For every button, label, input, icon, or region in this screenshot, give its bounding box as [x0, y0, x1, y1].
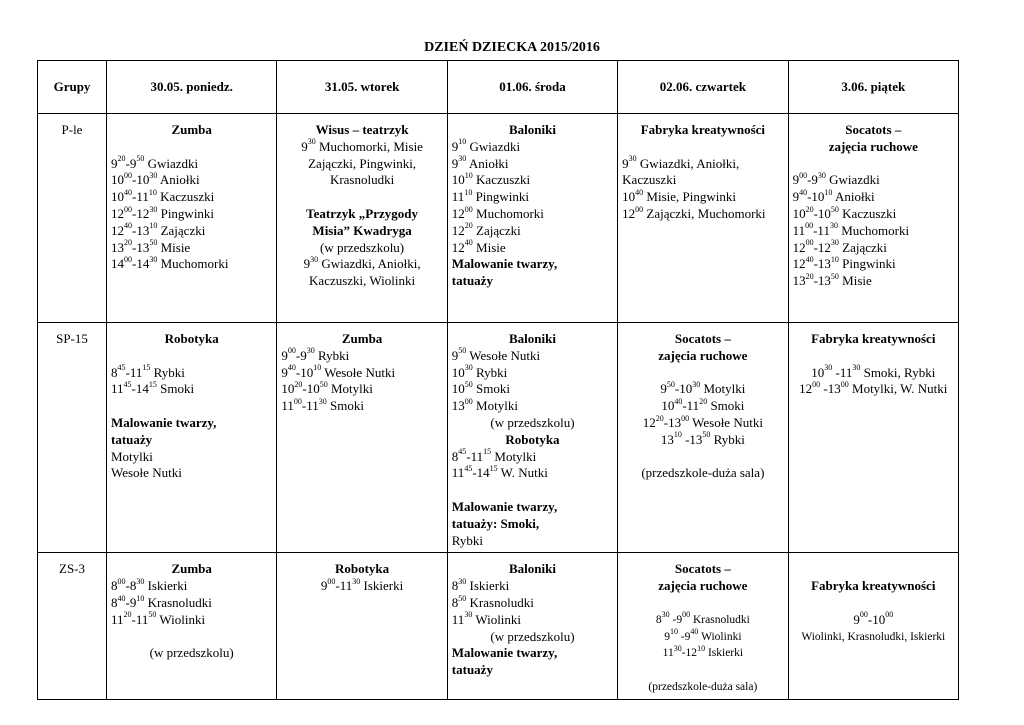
- header-day-4: 02.06. czwartek: [618, 61, 788, 114]
- cell-line: $10^{50}$ Smoki: [451, 380, 510, 397]
- cell-line: Kaczuszki: [622, 172, 677, 188]
- cell-line: [622, 662, 783, 679]
- cell-line: [622, 365, 783, 382]
- cell-line: Baloniki: [508, 561, 556, 577]
- cell-line: tatuaży: [111, 431, 153, 447]
- cell-line: (w przedszkolu): [149, 645, 234, 661]
- schedule-cell: [107, 114, 277, 323]
- cell-line: Motylki: [111, 448, 153, 464]
- cell-line: $10^{40}$ Misie, Pingwinki: [622, 187, 736, 205]
- cell-line: $10^{40}-11^{20}$ Smoki: [661, 396, 745, 414]
- cell-line: Zajączki, Pingwinki,: [308, 155, 417, 171]
- cell-line: Zumba: [171, 561, 212, 577]
- cell-line: $12^{00}-12^{30}$ Zajączki: [792, 238, 887, 255]
- cell-line: $8^{30}$ $-9^{00}$ Krasnoludki: [655, 609, 750, 626]
- cell-line: Malowanie twarzy,: [451, 645, 558, 661]
- cell-line: Misia” Kwadryga: [312, 222, 412, 238]
- group-name: P-le: [38, 114, 107, 323]
- cell-line: $10^{30}$ $-11^{30}$ Smoki, Rybki: [811, 363, 936, 380]
- cell-line: [793, 595, 954, 612]
- cell-line: $9^{30}$ Gwiazdki, Aniołki,: [622, 154, 740, 171]
- cell-line: Teatrzyk „Przygody: [306, 205, 418, 221]
- cell-line: $9^{10}$ $-9^{40}$ Wiolinki: [664, 626, 742, 643]
- cell-line: $13^{00}$ Motylki: [451, 396, 518, 414]
- header-groups: Grupy: [38, 61, 107, 114]
- document-title: DZIEŃ DZIECKA 2015/2016: [424, 40, 600, 55]
- cell-line: $8^{45}-11^{15}$ Motylki: [451, 447, 537, 464]
- cell-line: Malowanie twarzy,: [451, 498, 558, 514]
- cell-line: $11^{30}-12^{10}$ Iskierki: [662, 643, 744, 660]
- header-day-5: 3.06. piątek: [788, 61, 958, 114]
- cell-line: Rybki: [451, 532, 484, 548]
- cell-line: $12^{40}-13^{10}$ Zajączki: [111, 221, 206, 238]
- cell-line: $9^{50}-10^{30}$ Motylki: [660, 380, 746, 397]
- cell-line: Fabryka kreatywności: [811, 578, 936, 594]
- cell-line: Robotyka: [164, 331, 219, 346]
- cell-line: $9^{40}-10^{10}$ Wesołe Nutki: [281, 363, 396, 380]
- schedule-cell: [788, 323, 958, 553]
- cell-line: $9^{00}-9^{30}$ Gwiazdki: [792, 171, 880, 188]
- cell-line: (w przedszkolu): [320, 239, 405, 255]
- cell-line: Socatots –: [845, 122, 902, 137]
- schedule-cell: [277, 323, 447, 553]
- cell-line: $8^{50}$ Krasnoludki: [451, 593, 534, 610]
- cell-line: $9^{00}-9^{30}$ Rybki: [281, 346, 350, 363]
- schedule-cell: [788, 553, 958, 699]
- cell-line: $13^{20}-13^{50}$ Misie: [111, 238, 191, 255]
- cell-line: $12^{20}$ Zajączki: [451, 221, 521, 238]
- cell-line: $12^{00}$ $-13^{00}$ Motylki, W. Nutki: [799, 380, 948, 397]
- header-day-2: 31.05. wtorek: [277, 61, 447, 114]
- cell-line: [793, 561, 954, 578]
- cell-line: $9^{40}-10^{10}$ Aniołki: [792, 187, 875, 205]
- cell-line: [111, 348, 272, 365]
- cell-line: Socatots –: [674, 561, 731, 577]
- schedule-cell: [277, 114, 447, 323]
- cell-line: Zumba: [341, 331, 383, 346]
- cell-line: $8^{40}-9^{10}$ Krasnoludki: [111, 593, 212, 610]
- cell-line: $9^{10}$ Gwiazdki: [451, 137, 521, 154]
- cell-line: $11^{00}-11^{30}$ Muchomorki: [792, 221, 910, 238]
- schedule-cell: [107, 323, 277, 553]
- cell-line: $12^{20}-13^{00}$ Wesołe Nutki: [642, 413, 763, 430]
- cell-line: Socatots –: [674, 331, 731, 346]
- cell-line: $9^{00}-11^{30}$ Iskierki: [320, 576, 404, 594]
- cell-line: $8^{45}-11^{15}$ Rybki: [111, 363, 185, 380]
- cell-line: (przedszkole-duża sala): [648, 680, 758, 693]
- cell-line: Baloniki: [508, 122, 556, 137]
- cell-line: zajęcia ruchowe: [658, 347, 748, 363]
- cell-line: $11^{10}$ Pingwinki: [451, 187, 530, 205]
- cell-line: Malowanie twarzy,: [451, 256, 558, 272]
- group-name: SP-15: [38, 323, 107, 553]
- schedule-cell: [618, 114, 788, 323]
- cell-line: $9^{00}-10^{00}$: [853, 610, 894, 627]
- cell-line: Krasnoludki: [329, 172, 395, 188]
- cell-line: $11^{20}-11^{50}$ Wiolinki: [111, 610, 206, 627]
- cell-line: zajęcia ruchowe: [828, 138, 918, 154]
- cell-line: (w przedszkolu): [490, 414, 575, 430]
- cell-line: [622, 449, 783, 466]
- cell-line: (w przedszkolu): [490, 628, 575, 644]
- cell-line: $8^{00}-8^{30}$ Iskierki: [111, 576, 188, 594]
- cell-line: tatuaży: [451, 662, 493, 678]
- schedule-table: [37, 60, 959, 700]
- cell-line: Fabryka kreatywności: [640, 122, 766, 137]
- cell-line: $10^{10}$ Kaczuszki: [451, 171, 531, 188]
- cell-line: $11^{00}-11^{30}$ Smoki: [281, 396, 364, 414]
- cell-line: Malowanie twarzy,: [111, 414, 217, 430]
- schedule-cell: [447, 114, 617, 323]
- header-day-3: 01.06. środa: [447, 61, 617, 114]
- group-name: ZS-3: [38, 553, 107, 699]
- cell-line: $10^{40}-11^{10}$ Kaczuszki: [111, 187, 215, 205]
- cell-line: [281, 189, 442, 206]
- cell-line: [622, 139, 783, 156]
- cell-line: Zumba: [171, 122, 212, 137]
- header-row: [38, 61, 959, 114]
- schedule-cell: [447, 553, 617, 699]
- cell-line: $9^{50}$ Wesołe Nutki: [451, 346, 541, 363]
- cell-line: $10^{00}-10^{30}$ Aniołki: [111, 171, 200, 188]
- cell-line: $10^{20}-10^{50}$ Motylki: [281, 380, 373, 397]
- table-row: [38, 114, 959, 323]
- cell-line: [111, 398, 272, 415]
- schedule-cell: [788, 114, 958, 323]
- cell-line: Robotyka: [334, 561, 390, 577]
- schedule-cell: [277, 553, 447, 699]
- cell-line: $11^{45}-14^{15}$ Smoki: [111, 380, 195, 397]
- cell-line: $9^{30}$ Muchomorki, Misie: [301, 137, 423, 154]
- cell-line: $10^{30}$ Rybki: [451, 363, 508, 380]
- schedule-cell: [107, 553, 277, 699]
- cell-line: $8^{30}$ Iskierki: [451, 576, 510, 594]
- cell-line: Kaczuszki, Wiolinki: [309, 273, 416, 289]
- cell-line: [452, 482, 613, 499]
- cell-line: $11^{30}$ Wiolinki: [451, 610, 522, 627]
- table-row: [38, 553, 959, 699]
- cell-line: $9^{20}-9^{50}$ Gwiazdki: [111, 154, 199, 171]
- cell-line: $12^{40}$ Misie: [451, 238, 506, 255]
- schedule-cell: [447, 323, 617, 553]
- cell-line: $13^{10}$ $-13^{50}$ Rybki: [660, 430, 745, 447]
- cell-line: $13^{20}-13^{50}$ Misie: [792, 271, 872, 289]
- cell-line: Robotyka: [505, 431, 560, 447]
- schedule-cell: [618, 553, 788, 699]
- cell-line: $9^{30}$ Aniołki: [451, 154, 509, 171]
- cell-line: $14^{00}-14^{30}$ Muchomorki: [111, 255, 229, 272]
- cell-line: $12^{00}$ Zajączki, Muchomorki: [622, 204, 766, 221]
- cell-line: Baloniki: [508, 331, 556, 346]
- cell-line: Wiolinki, Krasnoludki, Iskierki: [801, 630, 946, 643]
- cell-line: tatuaży: [451, 273, 493, 289]
- cell-line: [793, 348, 954, 365]
- schedule-cell: [618, 323, 788, 553]
- cell-line: [622, 595, 783, 612]
- cell-line: [793, 156, 954, 173]
- cell-line: tatuaży: Smoki,: [451, 515, 540, 531]
- cell-line: $9^{30}$ Gwiazdki, Aniołki,: [303, 255, 421, 272]
- cell-line: $12^{00}$ Muchomorki: [451, 204, 544, 221]
- cell-line: $12^{00}-12^{30}$ Pingwinki: [111, 204, 215, 221]
- cell-line: $11^{45}-14^{15}$ W. Nutki: [451, 464, 548, 481]
- table-row: [38, 323, 959, 553]
- cell-line: Fabryka kreatywności: [811, 331, 936, 346]
- header-day-1: 30.05. poniedz.: [107, 61, 277, 114]
- cell-line: Wesołe Nutki: [111, 465, 182, 481]
- cell-line: zajęcia ruchowe: [658, 578, 748, 594]
- cell-line: (przedszkole-duża sala): [641, 465, 765, 481]
- cell-line: $12^{40}-13^{10}$ Pingwinki: [792, 255, 896, 272]
- cell-line: $10^{20}-10^{50}$ Kaczuszki: [792, 204, 897, 221]
- cell-line: Wisus – teatrzyk: [315, 122, 409, 137]
- cell-line: [111, 629, 272, 646]
